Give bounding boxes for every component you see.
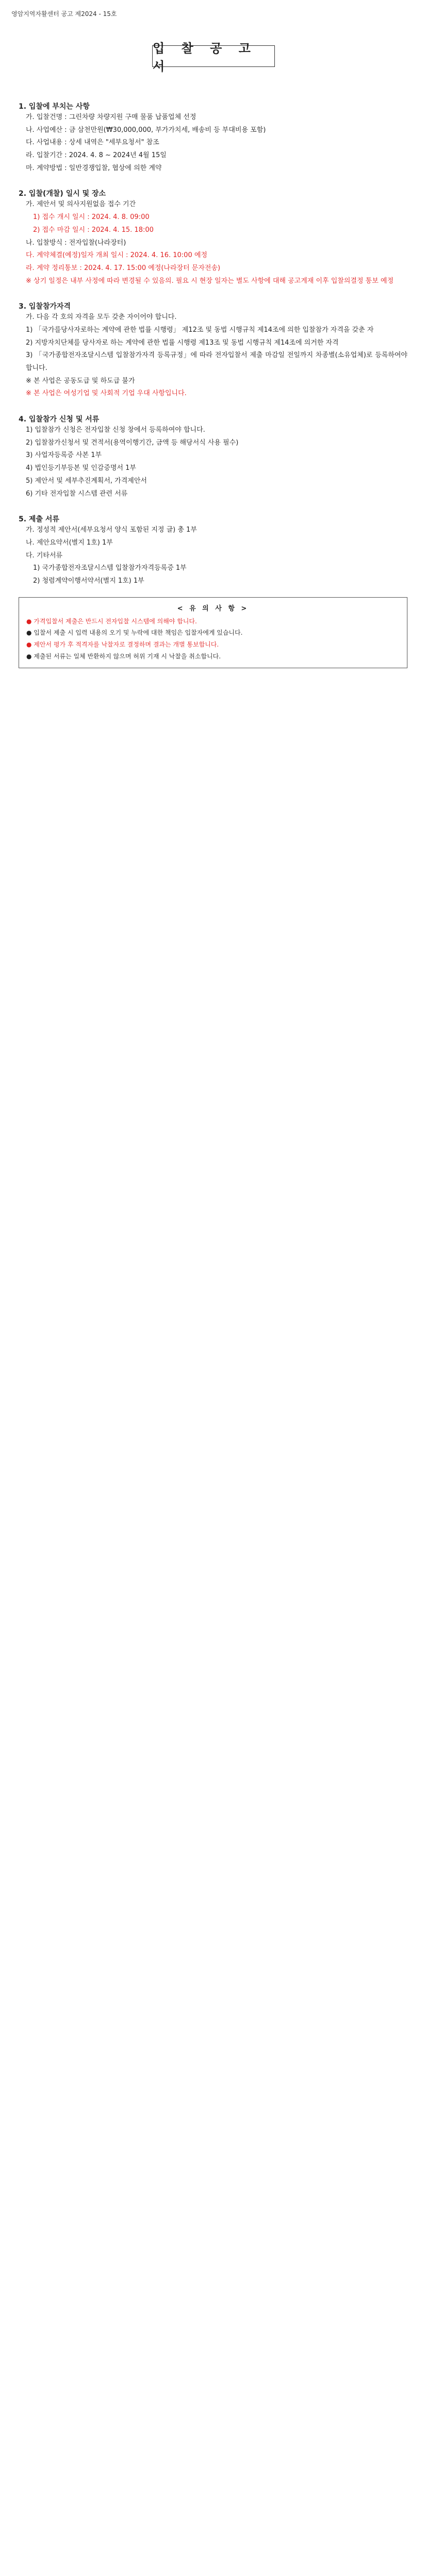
section-item: 마. 계약방법 : 일반경쟁입찰, 협상에 의한 계약 xyxy=(26,164,162,172)
notice-item: ● 가격입찰서 제출은 반드시 전자입찰 시스템에 의해야 합니다. xyxy=(26,617,197,625)
notice-item: ● 제출된 서류는 일체 반환하지 않으며 허위 기재 시 낙찰을 취소합니다. xyxy=(26,653,221,660)
section-heading: 3. 입찰참가자격 xyxy=(19,302,71,311)
section-item: 가. 정성적 제안서(세부요청서 양식 포함된 지정 글) 총 1부 xyxy=(26,526,197,534)
document-body xyxy=(19,88,407,673)
section-paragraph: 3) 「국가종합전자조달시스템 입찰참가자격 등록규정」에 따라 전자입찰서 제출 마감일 전일까지 차종별(소유업체)로 등록하여야 합니다. xyxy=(26,351,407,372)
notice-item: ● 입찰서 제출 시 입력 내용의 오기 및 누락에 대한 책임은 입찰자에게 있습니다. xyxy=(26,629,243,637)
section-paragraph: 2) 입찰참가신청서 및 견적서(용역이행기간, 금액 등 해당서식 사용 필수) xyxy=(26,438,239,447)
section-item: 다. 기타서류 xyxy=(26,551,63,560)
section-item: 2) 청렴계약이행서약서(별지 1호) 1부 xyxy=(33,577,144,585)
section-item: 다. 사업내용 : 상세 내역은 "세부요청서" 참조 xyxy=(26,139,159,147)
section-item-date: 2) 접수 마감 일시 : 2024. 4. 15. 18:00 xyxy=(33,226,154,234)
section-heading: 4. 입찰참가 신청 및 서류 xyxy=(19,415,100,424)
section-item: 나. 입찰방식 : 전자입찰(나라장터) xyxy=(26,239,126,247)
section-paragraph: 4) 법인등기부등본 및 인감증명서 1부 xyxy=(26,464,136,472)
section-paragraph: 1) 입찰참가 신청은 전자입찰 신청 창에서 등록하여야 합니다. xyxy=(26,426,205,434)
notice-box xyxy=(19,597,407,668)
section-paragraph: 2) 지방자치단체를 당사자로 하는 계약에 관한 법률 시행령 제13조 및 동법 시행규칙 제14조에 의거한 자격 xyxy=(26,338,339,347)
section-heading: 2. 입찰(개찰) 일시 및 장소 xyxy=(19,190,106,198)
section-item-date: 라. 계약 정리통보 : 2024. 4. 17. 15:00 예정(나라장터 문자전송) xyxy=(26,264,221,272)
section-item: 나. 사업예산 : 금 삼천만원(₩30,000,000, 부가가치세, 배송비 등 부대비용 포함) xyxy=(26,126,266,134)
section-item: 라. 입찰기간 : 2024. 4. 8 ~ 2024년 4월 15일 xyxy=(26,151,167,160)
section-item-date: 1) 접수 개시 일시 : 2024. 4. 8. 09:00 xyxy=(33,213,150,222)
section-note: ※ 본 사업은 공동도급 및 하도급 불가 xyxy=(26,377,135,385)
section-paragraph: 5) 제안서 및 세부추진계획서, 가격제안서 xyxy=(26,477,147,485)
section-paragraph: 6) 기타 전자입찰 시스템 관련 서류 xyxy=(26,489,128,498)
section-item: 1) 국가종합전자조달시스템 입찰참가자격등록증 1부 xyxy=(33,564,187,572)
document-title: 입 찰 공 고 서 xyxy=(152,45,275,67)
section-note: ※ 상기 일정은 내부 사정에 따라 변경될 수 있음의. 필요 시 현장 일자는 별도 사항에 대해 공고게재 이후 입찰의결정 통보 예정 xyxy=(26,277,394,285)
section-item: 가. 입찰건명 : 그린차량 차량지원 구매 물품 납품업체 선정 xyxy=(26,113,196,121)
section-heading: 5. 제출 서류 xyxy=(19,515,59,524)
section-item: 나. 제안요약서(별지 1호) 1부 xyxy=(26,538,113,547)
section-item: 가. 제안서 및 의사지원없음 접수 기간 xyxy=(26,200,136,209)
section-paragraph: 3) 사업자등록증 사본 1부 xyxy=(26,451,102,460)
notice-item: ● 제안서 평가 후 적격자를 낙찰자로 결정하며 결과는 개별 통보합니다. xyxy=(26,641,219,649)
section-heading: 1. 입찰에 부치는 사항 xyxy=(19,103,90,111)
section-item: 가. 다음 각 호의 자격을 모두 갖춘 자이어야 합니다. xyxy=(26,313,177,321)
document-reference-number: 영암지역자활센터 공고 제2024 - 15호 xyxy=(11,10,117,18)
notice-box-heading: < 유 의 사 항 > xyxy=(177,604,249,613)
section-paragraph: 1) 「국가를당사자로하는 계약에 관한 법률 시행령」 제12조 및 동법 시행규칙 제14조에 의한 입찰참가 자격을 갖춘 자 xyxy=(26,326,374,334)
section-item-date: 다. 계약체결(예정)일자 개최 일시 : 2024. 4. 16. 10:00 예정 xyxy=(26,251,207,260)
section-note: ※ 본 사업은 여성기업 및 사회적 기업 우대 사항입니다. xyxy=(26,389,187,398)
